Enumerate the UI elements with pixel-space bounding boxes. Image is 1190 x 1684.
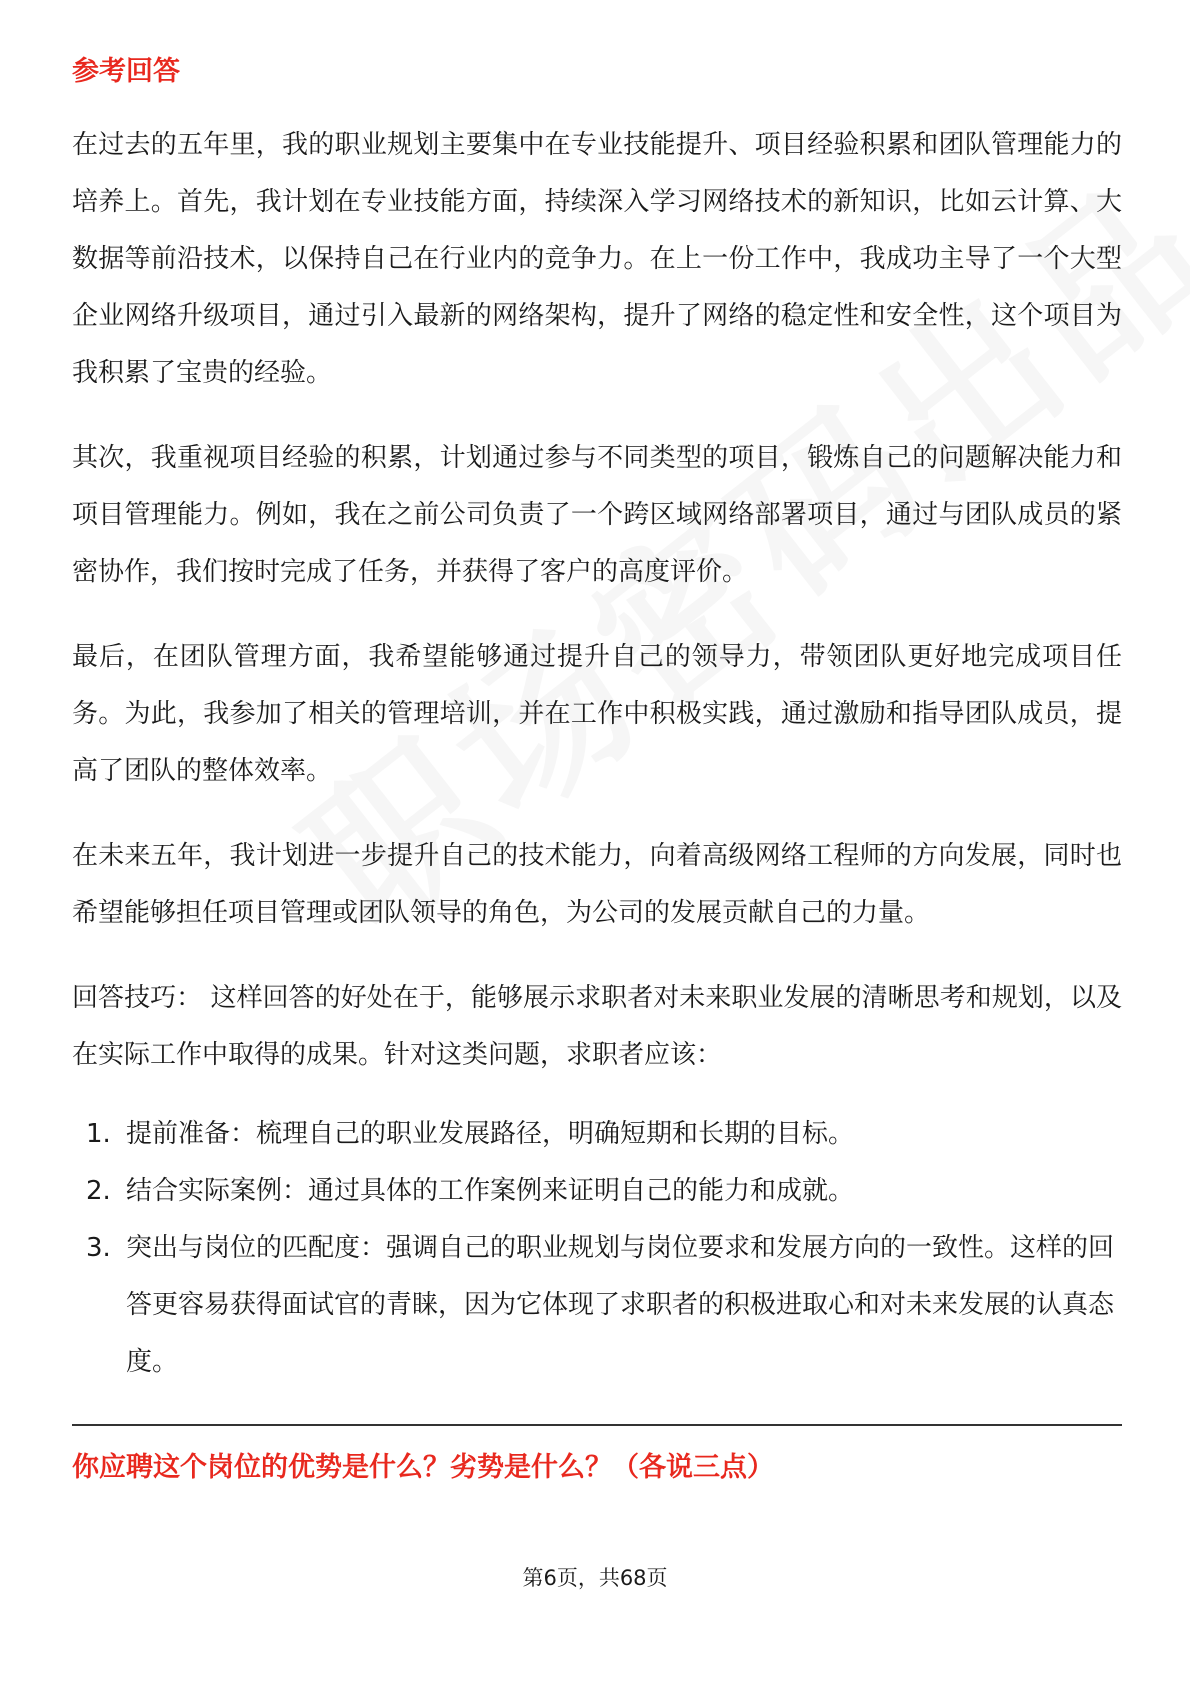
- list-item-text: 结合实际案例：通过具体的工作案例来证明自己的能力和成就。: [126, 1176, 855, 1206]
- list-number: 3.: [86, 1233, 111, 1263]
- answer-body: [72, 117, 1122, 1391]
- list-item: [72, 1106, 1122, 1163]
- list-item-text: 突出与岗位的匹配度：强调自己的职业规划与岗位要求和发展方向的一致性。这样的回答更容易获得面试官的青睐，因为它体现了求职者的积极进取心和对未来发展的认真态度。: [126, 1233, 1115, 1377]
- list-number: 1.: [86, 1119, 111, 1149]
- tips-list: [72, 1106, 1122, 1391]
- section-divider: [72, 1424, 1122, 1426]
- tips-intro: 回答技巧： 这样回答的好处在于，能够展示求职者对未来职业发展的清晰思考和规划，以及在实际工作中取得的成果。针对这类问题，求职者应该：: [72, 983, 1122, 1070]
- list-number: 2.: [86, 1176, 111, 1206]
- page-number: 第6页，共68页: [522, 1566, 668, 1590]
- section-title: 参考回答: [72, 56, 180, 87]
- next-question-title: 你应聘这个岗位的优势是什么？劣势是什么？（各说三点）: [72, 1452, 774, 1483]
- list-item: [72, 1163, 1122, 1220]
- answer-paragraph: 在未来五年，我计划进一步提升自己的技术能力，向着高级网络工程师的方向发展，同时也希望能够担任项目管理或团队领导的角色，为公司的发展贡献自己的力量。: [72, 841, 1122, 928]
- answer-paragraph: 其次，我重视项目经验的积累，计划通过参与不同类型的项目，锻炼自己的问题解决能力和项目管理能力。例如，我在之前公司负责了一个跨区域网络部署项目，通过与团队成员的紧密协作，我们按时完成了任务，并获得了客户的高度评价。: [72, 443, 1122, 587]
- answer-paragraph: 在过去的五年里，我的职业规划主要集中在专业技能提升、项目经验积累和团队管理能力的培养上。首先，我计划在专业技能方面，持续深入学习网络技术的新知识，比如云计算、大数据等前沿技术，以保持自己在行业内的竞争力。在上一份工作中，我成功主导了一个大型企业网络升级项目，通过引入最新的网络架构，提升了网络的稳定性和安全性，这个项目为我积累了宝贵的经验。: [72, 130, 1122, 388]
- list-item: [72, 1220, 1122, 1391]
- answer-paragraph: 最后，在团队管理方面，我希望能够通过提升自己的领导力，带领团队更好地完成项目任务。为此，我参加了相关的管理培训，并在工作中积极实践，通过激励和指导团队成员，提高了团队的整体效率。: [72, 642, 1122, 786]
- list-item-text: 提前准备：梳理自己的职业发展路径，明确短期和长期的目标。: [126, 1119, 855, 1149]
